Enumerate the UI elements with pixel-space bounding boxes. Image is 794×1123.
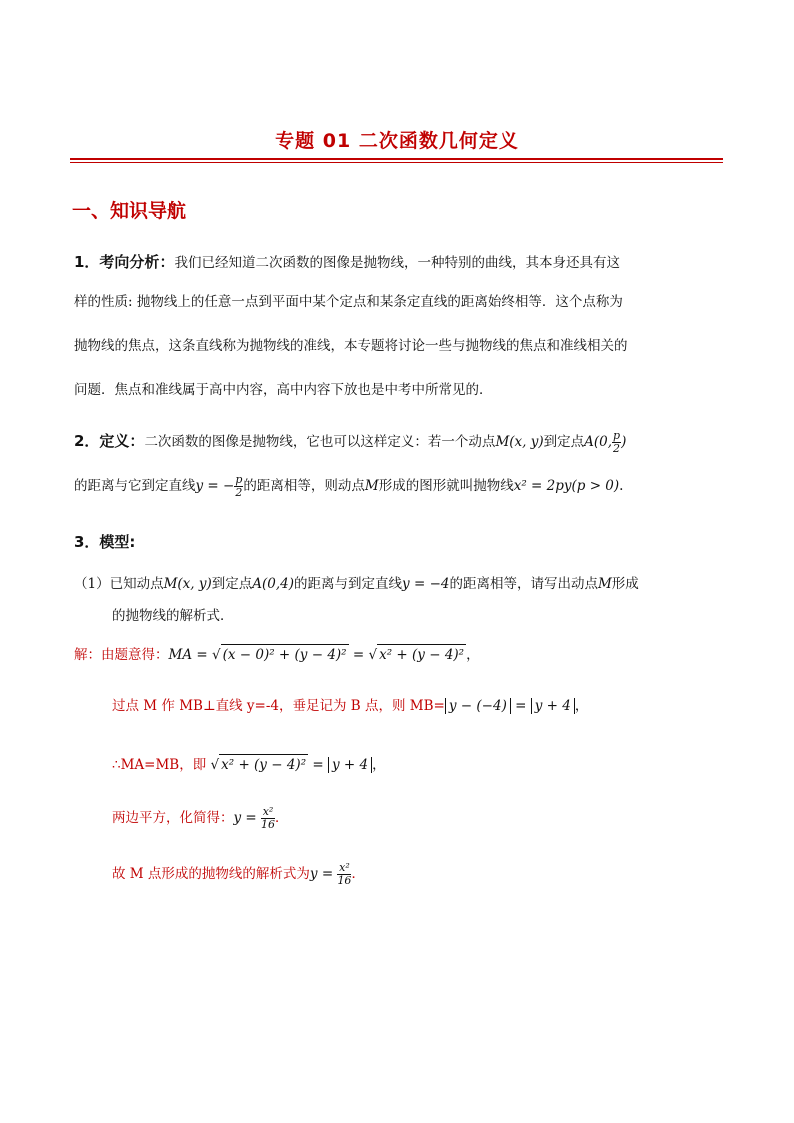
sqrt-expr-2: x² + (y − 4)² — [377, 644, 466, 665]
solution-line-4 — [112, 806, 722, 831]
question-text-3: 的距离与到定直线 — [294, 576, 403, 592]
sqrt-expr-1: (x − 0)² + (y − 4)² — [221, 644, 349, 665]
definition-text-4: 的距离相等，则动点 — [243, 478, 365, 494]
analysis-line-1 — [74, 252, 722, 273]
analysis-line-4: 问题．焦点和准线属于高中内容，高中内容下放也是中考中所常见的． — [74, 382, 493, 398]
abs-expr-1: y − (−4) — [445, 698, 511, 714]
model-heading — [74, 532, 722, 553]
frac-num: p — [235, 473, 243, 486]
ma-eq: MA = — [168, 647, 208, 663]
eq-sign-3: = — [312, 757, 324, 773]
model-label: 3．模型: — [74, 533, 136, 551]
comma-3: ， — [372, 757, 386, 773]
definition-text-2: 到定点 — [543, 434, 585, 450]
solution-text-3: ∴MA=MB，即 — [112, 757, 207, 773]
question-text-2: 到定点 — [211, 576, 253, 592]
frac-den: 16 — [337, 874, 352, 887]
solution-text-2: 过点 M 作 MB⊥直线 y=-4，垂足记为 B 点，则 MB= — [112, 698, 445, 714]
q-point-M: M(x, y) — [163, 576, 212, 592]
analysis-text-1: 我们已经知道二次函数的图像是抛物线，一种特别的曲线，其本身还具有这 — [174, 255, 620, 271]
page-title: 专题 01 二次函数几何定义 — [275, 130, 519, 152]
sqrt-expr-3: x² + (y − 4)² — [219, 754, 308, 775]
q-point-A: A(0,4) — [252, 576, 295, 592]
fraction-x2-over-16-b — [337, 862, 351, 887]
question-text-4: 的距离相等，请写出动点 — [449, 576, 598, 592]
letter-M: M — [364, 478, 379, 494]
definition-line-1 — [74, 430, 722, 455]
solution-line-1: 解：由题意得：MA = √ (x − 0)² + (y − 4)² = √ x² + (y − 4)² ， — [74, 644, 722, 665]
question-text-5: 形成 — [611, 576, 639, 592]
period-4: ． — [275, 810, 289, 826]
q-line: y = −4 — [402, 576, 450, 592]
title-rule-thick — [70, 158, 723, 160]
question-text-1: （1）已知动点 — [74, 576, 164, 592]
y-eq-2: y = — [309, 866, 334, 882]
abs-expr-2: y + 4 — [531, 698, 575, 714]
directrix-eq: y = − — [195, 478, 235, 494]
analysis-line-2: 样的性质: 抛物线上的任意一点到平面中某个定点和某条定直线的距离始终相等．这个点称为 — [74, 294, 623, 310]
abs-expr-3: y + 4 — [328, 757, 372, 773]
frac-num: p — [613, 429, 621, 442]
definition-text-1: 二次函数的图像是抛物线，它也可以这样定义：若一个动点 — [144, 434, 496, 450]
y-eq-1: y = — [233, 810, 257, 826]
eq-sign-2: = — [515, 698, 527, 714]
solution-text-5: 故 M 点形成的抛物线的解析式为 — [112, 866, 310, 882]
solution-label: 解：由题意得： — [74, 647, 169, 663]
solution-line-3: ∴MA=MB，即 √ x² + (y − 4)² = y + 4 ， — [112, 754, 722, 775]
definition-text-5: 形成的图形就叫抛物线 — [378, 478, 514, 494]
comma-2: ， — [574, 698, 589, 714]
analysis-line-3: 抛物线的焦点，这条直线称为抛物线的准线，本专题将讨论一些与抛物线的焦点和准线相关的 — [74, 338, 628, 354]
solution-line-5 — [112, 862, 722, 887]
frac-den: 16 — [261, 818, 276, 831]
frac-den: 2 — [613, 442, 621, 455]
eq-sign-1: = — [352, 647, 365, 663]
section-heading-1: 一、知识导航 — [72, 200, 187, 222]
solution-text-4: 两边平方，化简得： — [112, 810, 234, 826]
solution-line-2 — [112, 696, 722, 716]
comma-1: ， — [466, 647, 480, 663]
point-A: A(0, — [584, 434, 613, 450]
period-5: ． — [351, 866, 365, 882]
question-line-1 — [74, 574, 722, 594]
title-rule-thin — [70, 162, 723, 163]
definition-text-3: 的距离与它到定直线 — [74, 478, 196, 494]
frac-num: x² — [339, 861, 350, 874]
parabola-formula: x² = 2py(p > 0) — [513, 478, 620, 494]
analysis-label: 1．考向分析： — [74, 253, 175, 271]
definition-label: 2．定义： — [74, 432, 145, 450]
fraction-p-over-2 — [612, 430, 621, 455]
question-line-2: 的抛物线的解析式． — [112, 608, 234, 624]
frac-den: 2 — [235, 486, 243, 499]
definition-end: . — [619, 478, 624, 494]
point-M: M(x, y) — [495, 434, 544, 450]
definition-line-2 — [74, 474, 722, 499]
fraction-x2-over-16 — [261, 806, 275, 831]
paren-close: ) — [621, 434, 627, 450]
frac-num: x² — [262, 805, 274, 818]
q-letter-M: M — [597, 576, 612, 592]
